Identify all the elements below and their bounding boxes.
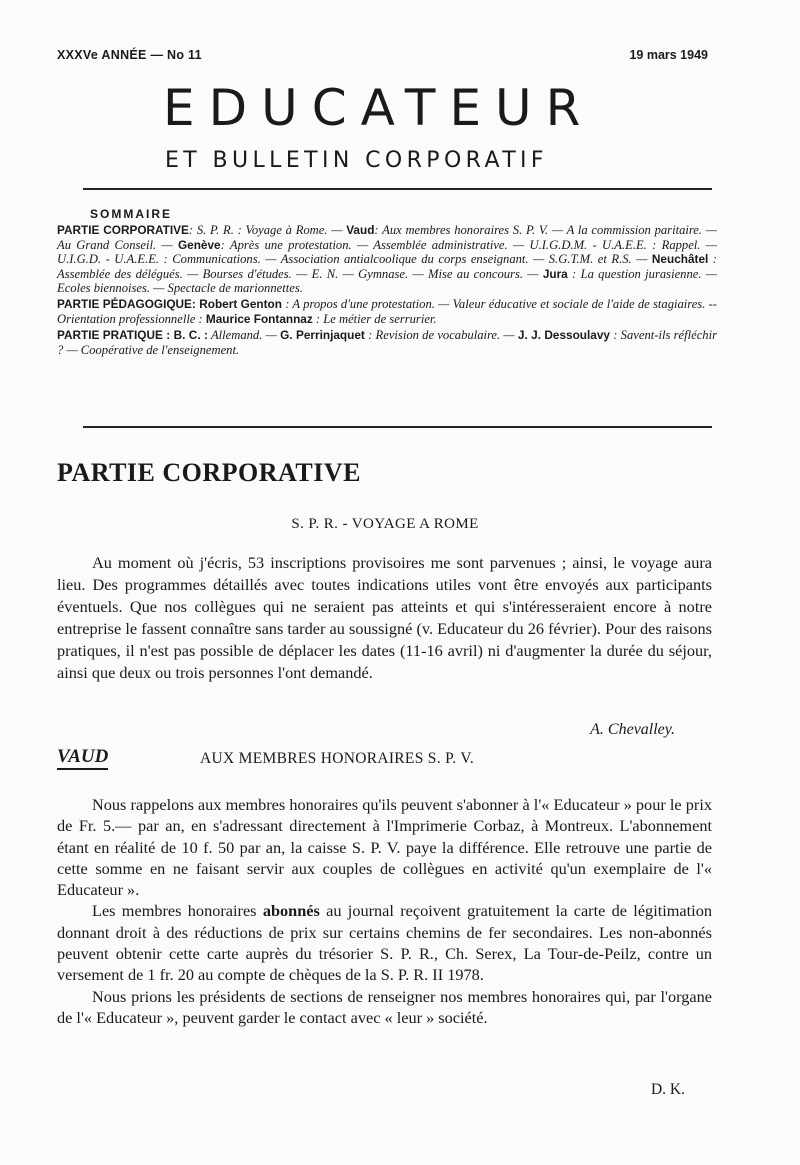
paragraph [57,900,712,985]
text-run: au journal reçoivent gratuitement la carte de légitimation donnant droit à des réductions de prix sur certains chemins de fer secondaires. Les non-abonnés peuvent obtenir cette carte auprès du trésorier S. P. R., Ch. Serex, La Tour-de-Peilz, contre un versement de 1 fr. 20 au compte de chèques de la S. P. R. II 1978. [57,901,712,985]
article-title-vaud: AUX MEMBRES HONORAIRES S. P. V. [200,750,475,767]
toc-label: PARTIE CORPORATIVE [57,223,189,238]
toc-text: : S. P. R. : Voyage à Rome. — [188,223,347,238]
toc-text: : A propos d'une protestation. — Valeur éducative et sociale de l'aide de stagiaires. -- Orientation professionnelle : [57,297,718,326]
journal-title: EDUCATEUR [163,79,595,137]
text-run: Les membres honoraires [92,901,263,921]
article-title-rome [0,516,800,533]
toc-name: Vaud [346,223,375,238]
journal-subtitle: ET BULLETIN CORPORATIF [165,148,548,173]
toc-text: : Aux membres honoraires S. P. V. — A la commission paritaire. — Au Grand Conseil. — [57,223,717,252]
toc-text: : La question jurasienne. — Ecoles biennoises. — Spectacle de marionnettes. [57,266,717,296]
sommaire-heading: SOMMAIRE [90,207,172,221]
signature-dk: D. K. [650,1081,685,1098]
toc-text: Allemand. — [207,328,281,343]
toc-partie-pratique [57,328,717,357]
toc-text: : Assemblée des délégués. — Bourses d'études. — E. N. — Gymnase. — Mise au concours. — [57,252,717,281]
toc-partie-corporative [57,223,717,295]
divider-bottom [83,426,712,428]
toc-name: G. Perrinjaquet [280,328,365,343]
toc-text: : Savent-ils réfléchir ? — Coopérative de l'enseignement. [57,328,717,357]
toc-name: Genève [177,237,221,252]
issue-date: 19 mars 1949 [629,48,708,62]
toc-name: Jura [542,266,568,281]
paragraph: Nous prions les présidents de sections de renseigner nos membres honoraires qui, par l'organe de l'« Educateur », peuvent garder le contact avec « leur » société. [57,986,712,1027]
table-of-contents [57,207,717,359]
divider-top [83,188,712,190]
toc-name: : B. C. : [162,328,208,343]
article-title-text: S. P. R. - VOYAGE A ROME [291,516,479,532]
toc-name: Maurice Fontannaz [205,311,313,326]
article-body-rome [57,552,712,684]
toc-text: : Le métier de serrurier. [312,311,437,326]
issue-number: XXXVe ANNÉE — No 11 [57,48,202,62]
paragraph: Nous rappelons aux membres honoraires qu'ils peuvent s'abonner à l'« Educateur » pour le prix de Fr. 5.— par an, en s'adressant directement à l'Imprimerie Corbaz, à Montreux. L'abonnement étant en réalité de 10 f. 50 par an, la caisse S. P. V. paye la différence. Elle retrouve une partie de cette somme en ne faisant servir aux couples de collègues en activité qu'un exemplaire de l'« Educateur ». [57,795,712,900]
toc-name: Neuchâtel [651,252,709,267]
article-body-vaud [57,794,712,1028]
toc-text: : Revision de vocabulaire. — [364,328,518,343]
toc-partie-pedagogique [57,297,717,326]
paragraph: Au moment où j'écris, 53 inscriptions provisoires me sont parvenues ; ainsi, le voyage aura lieu. Des programmes détaillés avec toutes indications utiles vont être envoyés aux participants éventuels. Que nos collègues qui ne seraient pas atteints et qui s'intéresseraient encore à notre entreprise le fassent connaître sans tarder au soussigné (v. Educateur du 26 février). Pour des raisons pratiques, il n'est pas possible de déplacer les dates (11-16 avril) ni d'augmenter la durée du séjour, ainsi que deux ou trois personnes l'ont demandé. [57,553,712,682]
section-label-vaud: VAUD [57,746,108,770]
toc-name: J. J. Dessoulavy [517,328,610,343]
emphasis: abonnés [262,901,320,921]
toc-name: : Robert Genton [191,297,282,312]
section-title: PARTIE CORPORATIVE [57,458,361,487]
toc-label: PARTIE PÉDAGOGIQUE [57,297,192,312]
toc-text: : Après une protestation. — Assemblée administrative. — U.I.G.D.M. - U.A.E.E. : Rappel. — U.I.G.D. - U.A.E.E. : Communications. — Association antialcoolique du corps enseignant. — S.G.T.M. et R.S. — [57,237,717,267]
signature-chevalley: A. Chevalley. [590,721,675,738]
toc-label: PARTIE PRATIQUE [57,328,163,343]
